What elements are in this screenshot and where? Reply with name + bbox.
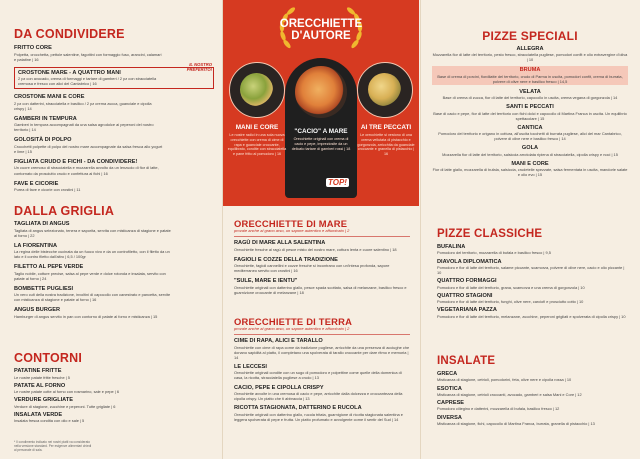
dalla-griglia-section (14, 205, 214, 324)
menu-item: FAVE E CICORIE Purea di fave e cicorie con crostini | 11 (14, 180, 81, 193)
menu-item: CIME DI RAPA, ALICI E TARALLO Orecchiette con cime di rapa come da tradizione pugliese, arricchite da una presenza di acciughe che donano sapidità al piatto, il completano una spolverata di tarallo croccante per dare ritmo e memoria | 14 (234, 338, 410, 360)
menu-item: RAGÙ DI MARE ALLA SALENTINA Orecchiette fresche al ragù di pesce misto del nostro mare, cottura lenta e cuore salentino | 18 (234, 240, 397, 252)
section-title: INSALATE (437, 355, 496, 367)
section-subtitle: provale anche al grano arso, un sapore autentico e affumicato | 2 (234, 227, 350, 233)
preferito-tag: IL NOSTRO PREFERITO! (186, 61, 212, 72)
menu-item: "SULE, MARE E IENTU" Orecchiette originali con datterino giallo, pesce spada scottato, salsa di melanzane, basilico fresco e guarnizione croccante di melanzane | 18 (234, 278, 407, 295)
dish-plate-mani-e-core (229, 62, 285, 118)
fold-line-2 (420, 0, 421, 459)
menu-item: ALLEGRA Mozzarella fior di latte del territorio, pesto fresco, stracciatella pugliese, pomodori confit e olio extravergine d'oliva | 10 (432, 45, 628, 63)
menu-item: RICOTTA STAGIONATA, DATTERINO E RUCOLA Orecchiette originali con datterino giallo, rucola tritata, guarnigione di ricotta stagionata salentina e leggera spolverata di pepe e frutta. Un piatto profumato e avvolgente come il sentir del Sud | 14 (234, 405, 403, 422)
section-title: PIZZE CLASSICHE (437, 228, 543, 240)
menu-item: VERDURE GRIGLIATE Verdure di stagione, zucchine e peperoni. Tutte grigliate | 6 (14, 397, 116, 409)
pizze-speciali-section (432, 30, 628, 181)
menu-item: PATATINE FRITTE Le nostre patate fritte fresche | 5 (14, 368, 70, 380)
section-title: DALLA GRIGLIA (14, 204, 115, 218)
menu-item: GAMBERI IN TEMPURA Gamberi in tempura accompagnati da una salsa agrodolce ai peperoni del nostro territorio | 14 (14, 115, 154, 133)
dish-photo (295, 66, 347, 118)
menu-item: VEGETARIANA PAZZA Pomodoro e fior di latte del territorio, melanzane, zucchine, peperoni grigliati e spolverata di cipolla crispy | 10 (437, 307, 626, 319)
menu-item: DIVERSA Misticanza di stagione, fichi, capocollo di Martina Franca, burrata, granella di pistacchio | 13 (437, 414, 595, 426)
menu-item: QUATTRO STAGIONI Pomodoro e fior di latte del territorio, funghi, olive nere, carciofi e prosciutto cotto | 10 (437, 292, 584, 305)
orecchiette-autore-panel: ORECCHIETTE D'AUTORE MANI E CORE Le nostre radici in una sola nuova orecchiette con crema di cime di rapa e guanciale croccante, equilibrato, condite con stracciatella e pane fritto al pomodoro | 16 "CACIO" A MARE Orecchiette originali con crema di cacio e pepe, impreziosite da un delicato tartare di gamberi rossi | 18 TOP! AI TRE PECCATI Le orecchiette si vestono di una crema vellutata di pistacchio e gorgonzola, arricchita da guanciale croccante e granella di pistacchio | 16 (223, 0, 419, 206)
menu-item: GOLA Mozzarella fior di latte del territorio, salsiccia arrotolata ripiena di stracciatella, cipolla crispy e noci | 15 (442, 145, 618, 157)
section-subtitle: provale anche al grano arso, un sapore autentico e affumicato | 2 (234, 325, 350, 331)
da-condividere-section (14, 28, 214, 197)
menu-item: FILETTO AL PEPE VERDE Taglio nobile, cotture precise, salsa al pepe verde e dolce rotonda e insalata, servito con patate al forno | 24 (14, 264, 166, 281)
menu-item: LA FIORENTINA La regina delle bistecche cucinata da un fuoco vivo e da un controfiletto, con il filetto da un lato e il contro filetto dall'altro | 6,5 / 100gr (14, 242, 170, 260)
menu-item: MANI E CORE Fior di latte giallo, mozzarella di bufala, salsiccia, crudetelle spezzate, salsa fermentata in uscita, mandorle salate e olio evo | 15 (432, 160, 628, 178)
menu-item: FIGLIATA CRUDO E FICHI - DA CONDIVIDERE! Un cuore cremoso di stracciatella e mozzarella avvolto da un lenzuolo di fior di latte, contornato da prosciutto crudo e confettura ai fichi | 16 (14, 159, 159, 176)
menu-item: CAPRESE Pomodoro ciliegino e datterini, mozzarella di bufala, basilico fresco | 12 (437, 400, 560, 412)
insalate-section (437, 355, 627, 429)
orecchiette-mare-section (234, 219, 410, 300)
menu-item: DIAVOLA DIPLOMATICA Pomodoro e fior di latte del territorio, salame piccante, scamorza, polvere di olive nere, cacio e olio piccante | 10 (437, 258, 625, 276)
allergen-note: * Il condimento indicato nei nostri piatti va considerato nella versione standard. Per esigenze alimentari chiedi al personale di sala. (14, 440, 92, 453)
menu-item: FAGIOLI E COZZE DELLA TRADIZIONE Orecchiette, fagioli cannellini e cozze fresche si incontrano con un'intesa profonda, sapore mediterraneo servito con crostini | 16 (234, 256, 390, 274)
menu-item: TAGLIATA DI ANGUS Tagliata di angus selezionato, tenera e saporita, servita con misticanza di stagione e patate al forno | 22 (14, 221, 171, 238)
menu-item: VELATA Base di crema di zucca, fior di latte del territorio, capocollo in uscita, crema vegana di gorgonzola | 14 (442, 88, 618, 101)
menu-item: PATATE AL FORNO Le nostre patate cotte al forno con rosmarino, sale e pepe | 6 (14, 382, 120, 395)
menu-item: CACIO, PEPE E CIPOLLA CRISPY Orecchiette avvolte in una cremosa di cacio e pepe, arricchite dalla dolcezza e croccantezza della cipolla crispy. Un piatto che ti abbraccia | 13 (234, 384, 403, 401)
menu-item: CANTICA Pomodoro del territorio e origano in cottura, all'uscita tocchetti di burrata pugliese, alici del mar Cantabrico, polvere di olive nere e basilico fresco | 14 (438, 124, 622, 142)
menu-item: QUATTRO FORMAGGI Pomodoro e fior di latte del territorio, grana, scamorza e una crema di gorgonzola | 10 (437, 278, 585, 290)
menu-item: SANTI E PECCATI Base di cacio e pepe, fior di latte del territorio con fichi dolci e capocollo di Martina Franca in uscita. Un equilibrio spettacolare | 15 (433, 104, 627, 121)
menu-item: LE LECCESI Orecchiette originali condite con un sugo di pomodoro e polpettine come quelle della domenica di casa, la ricotta, stracciatella pugliese a crudo | 13 (234, 363, 402, 381)
menu-item: BOMBETTE PUGLIESI Un vero cult della nostra tradizione, involtini di capocollo con canestrato e pancetta, servite con misticanza di stagione e patate al forno | 16 (14, 285, 171, 303)
pizze-classiche-section (437, 228, 627, 322)
orecchiette-terra-section (234, 317, 410, 424)
menu-item-highlight: BRUMA Base di crema di porcini, fiordilatte del territorio, crudo di Parma in uscita, pomodori confit, crema di burrata, polvere di olive nere e basilico fresco | 14,5 (432, 66, 628, 85)
menu-item: CROSTONE MANI E CORE 2 pz con datterini, stracciatella e basilico / 2 pz crema zucca, guanciale e cipolla crispy | 14 (14, 94, 152, 111)
menu-item: ESOTICA Misticanza di stagione, cetrioli croccanti, avocado, gamberi e salsa Mani e Core | 12 (437, 385, 582, 397)
menu-item: BUFALINA Pomodoro del territorio, mozzarella di bufala e basilico fresco | 9,5 (437, 244, 551, 256)
section-title: ORECCHIETTE DI MARE (234, 218, 348, 229)
dish-photo (240, 73, 273, 106)
section-title: ORECCHIETTE DI TERRA (234, 316, 353, 327)
menu-item: INSALATA VERDE Insalata fresca condita con olio e sale | 5 (14, 411, 85, 424)
autore-title: ORECCHIETTE D'AUTORE (279, 18, 363, 43)
menu-item: GOLOSITÀ DI POLPO Crocchetti polpette di polpo del nostro mare accompagnate da salsa fresca allo yogurt e lime | 15 (14, 137, 163, 154)
divider (234, 334, 410, 335)
top-badge: TOP! (328, 178, 347, 187)
menu-item: FRITTO CORE Polpetta, crocchetta, pettole salentine, fagottini con formaggio fuso, arancini, calamari e patatine | 16 (14, 45, 162, 62)
section-title: PIZZE SPECIALI (482, 29, 578, 43)
menu-item: GRECA Misticanza di stagione, cetrioli, pomodorini, feta, olive nere e cipolla rossa | 10 (437, 371, 572, 383)
divider (234, 236, 410, 237)
dish-plate-ai-tre-peccati (357, 62, 413, 118)
dish-photo (368, 73, 401, 106)
featured-item-box: IL NOSTRO PREFERITO! CROSTONE MARE - A QUATTRO MANI 2 pz con avocado, crema di formaggi e tartare di gamberi / 2 pz con stracciatella cremosa e fresco con alici del Cantabrico | 16 (14, 67, 214, 90)
contorni-section (14, 352, 214, 426)
section-title: DA CONDIVIDERE (14, 27, 125, 41)
section-title: CONTORNI (14, 351, 83, 365)
menu-item: ANGUS BURGER Hamburger di angus servito in pan con contorno di patate al forno e misticanza | 15 (14, 307, 158, 319)
